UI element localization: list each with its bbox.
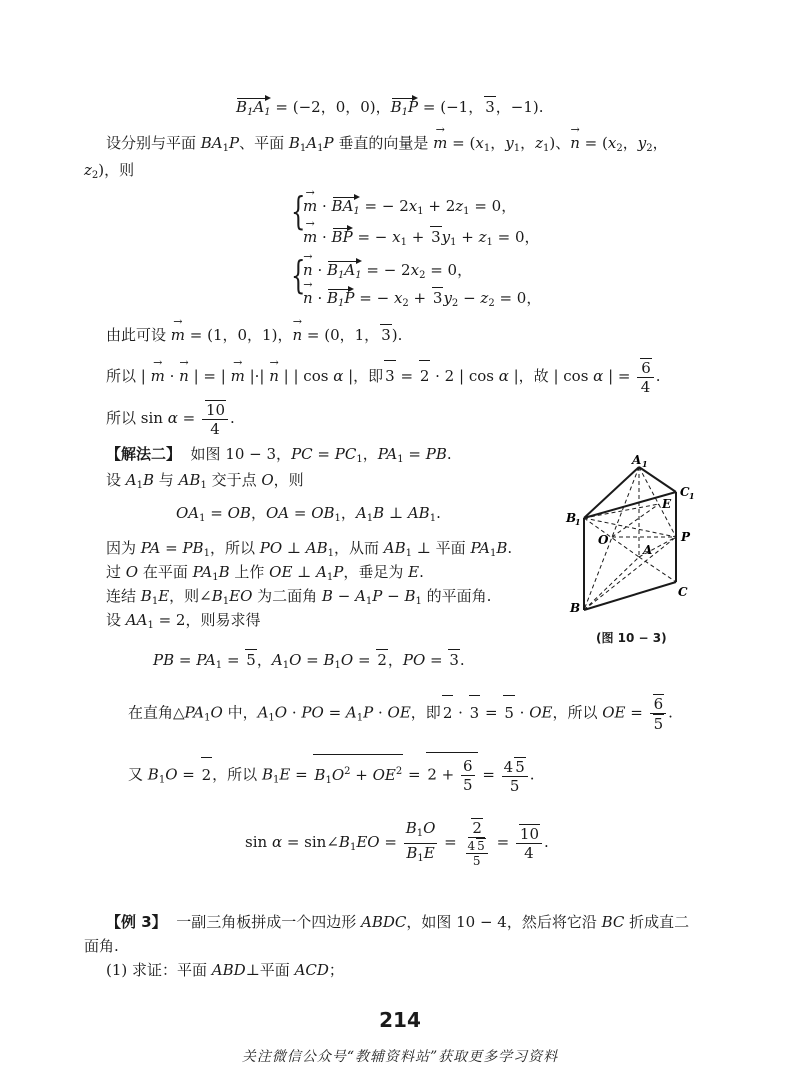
text-oe-perp: 过 O 在平面 $PA_1B$ 上作 OE ⊥ $A_1P$，垂足为 E. <box>106 563 424 583</box>
label-b: B <box>570 601 581 612</box>
example3-text: 【例 3】 一副三角板拼成一个四边形 ABDC，如图 10 − 4，然后将它沿 BC 折成直二 <box>106 913 690 931</box>
page-number: 214 <box>379 1008 421 1032</box>
label-a: A <box>643 543 653 557</box>
text-set-aa1: 设 $AA_1 = 2$，则易求得 <box>106 611 261 631</box>
edge-a-c <box>639 557 676 582</box>
equation-system2-a: n → · $B_1A_1$ = − $2x_2 = 0$， <box>303 260 472 286</box>
text-cos-alpha: 所以 | m → · n → | = | m → |·| n → | | cos α |，即 3 = 2 · 2 | cos α |，故 | cos α | = $\frac{6}{4}$ . <box>106 358 661 396</box>
label-a1-sub: 1 <box>642 459 648 469</box>
text-dihedral-angle: 连结 $B_1E$，则$\angle B_1EO$ 为二面角 $B - A_1P - B_1$ 的平面角. <box>106 587 492 607</box>
figure-caption: (图 10 − 3) <box>596 631 667 645</box>
text-set-vectors: 由此可设 m → = (1，0，1)，n → = (0，1， 3). <box>106 324 402 345</box>
text-normal-vectors: 设分别与平面 $BA_1P$、平面 $B_1A_1P$ 垂直的向量是 m → = ($x_1$，$y_1$，$z_1$)、n → = ($x_2$，$y_2$， <box>106 133 668 159</box>
question-1: (1) 求证：平面 ABD⊥平面 ACD； <box>106 961 344 979</box>
line-b1-e <box>584 504 659 518</box>
equation-sin-alpha-final: $\sin \alpha = \sin\angle B_1EO$ = $\frac{B_1O}{B_1E}$ = $\frac{2}{\frac{4 5}{5}}$ = $\frac{10}{4}$ . <box>245 818 549 868</box>
brace-system-1: { <box>291 189 306 233</box>
line-a1-b <box>584 467 639 610</box>
equation-oa1-ob: $OA_1$ = OB，OA = $OB_1$，$A_1B$ ⊥ $AB_1$. <box>176 504 441 524</box>
label-c1-sub: 1 <box>689 491 695 501</box>
figure-prism <box>556 452 716 612</box>
label-p: P <box>681 530 691 544</box>
equation-pb-pa1: PB = $PA_1 = 5$，$A_1O = B_1O = 2$，PO = 3. <box>153 651 465 671</box>
footer-note: 关注微信公众号“教辅资料站”获取更多学习资料 <box>241 1049 559 1065</box>
label-c: C <box>678 585 688 599</box>
brace-system-2: { <box>291 253 306 297</box>
equation-system1-a: m → · $BA_1$ = − $2x_1 + 2z_1 = 0$， <box>303 196 516 222</box>
text-right-triangle: 在直角$\triangle PA_1O$ 中，$A_1O$ · PO = $A_1P$ · OE，即 2 · 3 = 5 · OE，所以 OE = $\frac{6}{5}$ . <box>128 695 673 733</box>
equation-system2-b: n → · $B_1P$ = − $x_2 + 3y_2 - z_2 = 0$， <box>303 287 541 314</box>
edge-a1-c1 <box>639 467 676 492</box>
edge-b-c <box>584 582 676 610</box>
label-b1-sub: 1 <box>575 517 581 527</box>
text-pa-pb1: 因为 PA = $PB_1$，所以 PO ⊥ $AB_1$，从而 $AB_1$ ⊥ 平面 $PA_1B$. <box>106 539 513 559</box>
equation-system1-b: m → · BP = − $x_1 + 3y_1 + z_1 = 0$， <box>303 226 540 253</box>
label-a1: A <box>632 453 642 467</box>
text-sin-alpha: 所以 sin α = $\frac{10}{4}$ . <box>106 401 235 438</box>
text-intersect-o: 设 $A_1B$ 与 $AB_1$ 交于点 O，则 <box>106 471 304 491</box>
label-o: O <box>598 533 609 547</box>
method2-heading: 【解法二】 如图 10 − 3，PC = $PC_1$，$PA_1$ = PB. <box>106 445 452 465</box>
text-b1e: 又 $B_1O = 2$，所以 $B_1E = B_1O^2 + OE^2 = 2$ + $\frac{6}{5}$ = $\frac{4 5}{5}$ . <box>128 752 535 798</box>
label-b1: B <box>566 511 577 525</box>
label-e: E <box>662 497 672 511</box>
text-normal-vectors-cont: $z_2$)，则 <box>84 161 135 181</box>
label-c1: C <box>680 485 690 499</box>
example3-text-cont: 面角. <box>84 937 119 955</box>
equation-vectors-b1: $B_1A_1 = (-2$，0，0)，$B_1P = (-1$， 3，−1). <box>236 96 544 123</box>
